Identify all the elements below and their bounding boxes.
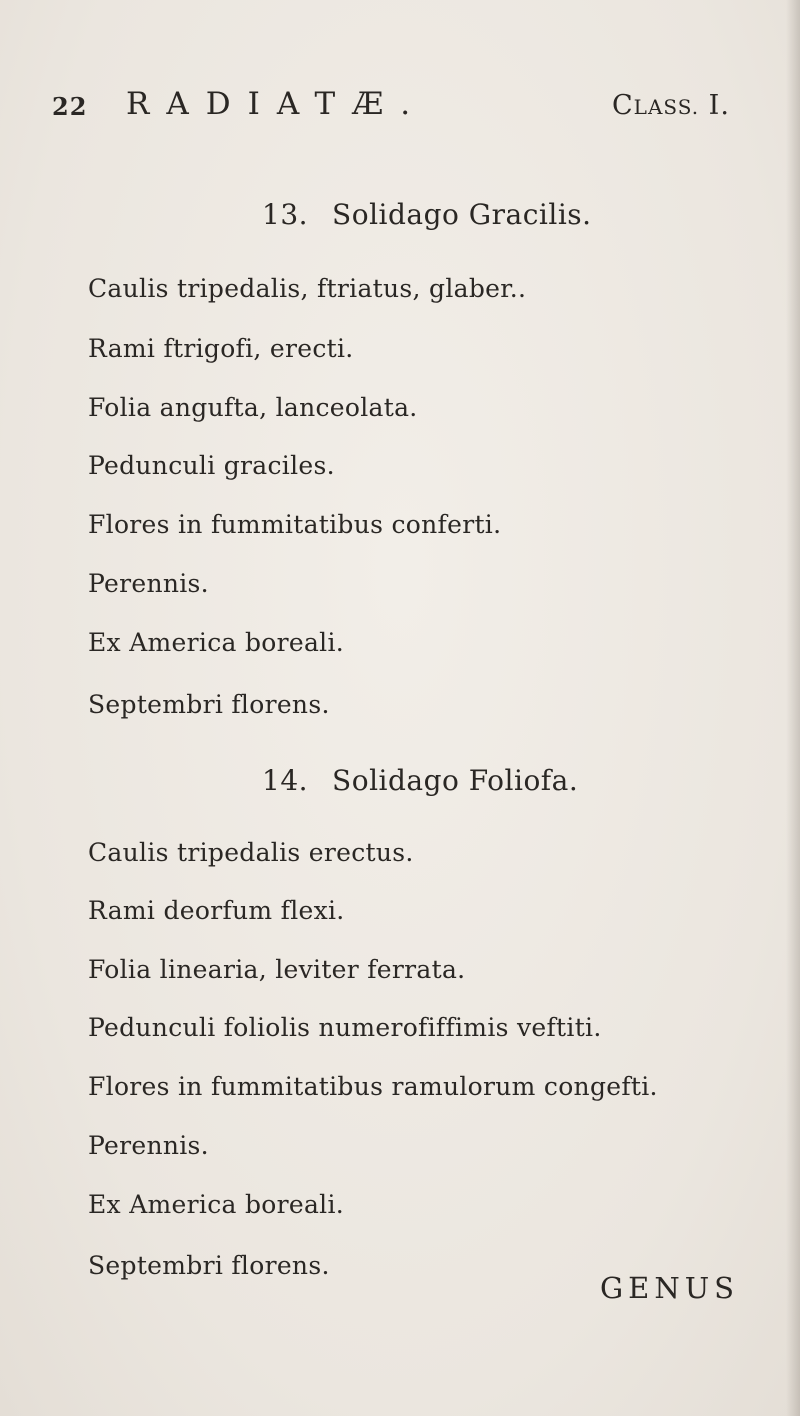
class-label: [612, 90, 730, 121]
description-line: Ex America boreali.: [88, 628, 344, 657]
description-line: Folia linearia, leviter ferrata.: [88, 955, 466, 984]
description-line: Rami ftrigofi, erecti.: [88, 334, 354, 363]
description-line: Septembri florens.: [88, 690, 330, 719]
description-line: Ex America boreali.: [88, 1190, 344, 1219]
entry-heading-14: [262, 764, 578, 797]
running-title: RADIATÆ.: [126, 86, 428, 122]
description-line: Caulis tripedalis erectus.: [88, 838, 414, 867]
description-line: Rami deorfum flexi.: [88, 896, 345, 925]
description-line: Folia angufta, lanceolata.: [88, 393, 418, 422]
class-label-numeral: I.: [699, 90, 730, 121]
description-line: Flores in fummitatibus conferti.: [88, 510, 502, 539]
description-line: Pedunculi graciles.: [88, 451, 335, 480]
running-head: [0, 86, 800, 126]
entry-number: 14.: [262, 764, 309, 797]
description-line: Perennis.: [88, 569, 209, 598]
entry-heading-13: [262, 198, 592, 231]
description-line: Pedunculi foliolis numerofiffimis veftiti.: [88, 1013, 602, 1042]
description-line: Perennis.: [88, 1131, 209, 1160]
description-line: Septembri florens.: [88, 1251, 330, 1280]
species-name: Solidago Foliofa.: [332, 764, 579, 797]
description-line: Flores in fummitatibus ramulorum congefti.: [88, 1072, 658, 1101]
page-number: 22: [52, 92, 88, 121]
page-edge-shadow: [786, 0, 800, 1416]
description-line: Caulis tripedalis, ftriatus, glaber..: [88, 274, 527, 303]
entry-number: 13.: [262, 198, 309, 231]
class-label-initial: C: [612, 90, 634, 121]
species-name: Solidago Gracilis.: [332, 198, 592, 231]
catchword: GENUS: [600, 1271, 740, 1305]
class-label-smallcaps: LASS.: [633, 95, 700, 119]
